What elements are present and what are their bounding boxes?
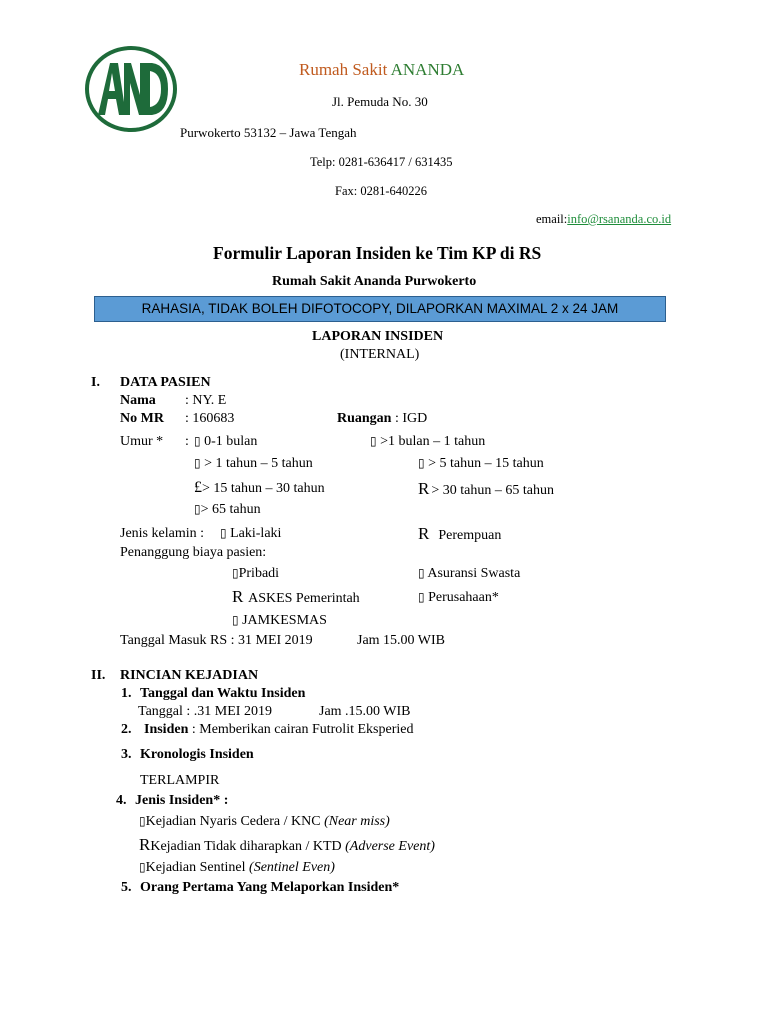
penanggung-label: Penanggung biaya pasien:: [120, 545, 267, 560]
age-option-15-30-tahun[interactable]: [194, 479, 325, 497]
payer-option-label: ASKES Pemerintah: [248, 591, 360, 606]
item2-number: 2.: [121, 722, 132, 737]
gender-option-label: Laki-laki: [230, 526, 282, 541]
item3-number: 3.: [121, 747, 132, 762]
email-link[interactable]: info@rsananda.co.id: [567, 212, 672, 226]
jam-masuk: Jam 15.00 WIB: [357, 633, 446, 648]
age-option-1bulan-1tahun[interactable]: [370, 434, 485, 450]
gender-option-laki-laki[interactable]: [220, 526, 281, 542]
ruangan-field: [337, 411, 427, 427]
jenis-kelamin-label: Jenis kelamin :: [120, 526, 204, 541]
age-option-label: >1 bulan – 1 tahun: [380, 434, 486, 449]
checked-r-icon: R: [418, 479, 430, 498]
payer-option-perusahaan[interactable]: [418, 590, 499, 606]
pound-mark-icon: £: [194, 479, 202, 496]
checked-r-icon: R: [418, 524, 430, 543]
ruangan-value: : IGD: [391, 411, 428, 426]
umur-label: Umur *: [120, 434, 164, 449]
hospital-telp: Telp: 0281-636417 / 631435: [310, 155, 453, 169]
age-option-label: > 1 tahun – 5 tahun: [200, 456, 313, 471]
age-option-0-1-bulan[interactable]: [194, 434, 257, 450]
section2-numeral: II.: [91, 668, 106, 683]
jenis-option-italic: (Adverse Event): [345, 839, 435, 854]
hospital-name: [299, 60, 464, 80]
ruangan-label: Ruangan: [337, 411, 392, 426]
hospital-city: Purwokerto 53132 – Jawa Tengah: [180, 125, 357, 140]
gender-option-perempuan[interactable]: [418, 524, 501, 544]
confidential-banner: RAHASIA, TIDAK BOLEH DIFOTOCOPY, DILAPORKAN MAXIMAL 2 x 24 JAM: [94, 296, 666, 322]
tanggal-masuk: Tanggal Masuk RS : 31 MEI 2019: [120, 633, 313, 648]
unchecked-box-icon: ▯: [232, 613, 239, 627]
jam-insiden: Jam .15.00 WIB: [319, 704, 411, 719]
report-title: LAPORAN INSIDEN: [312, 329, 444, 344]
nama-value: : NY. E: [185, 393, 227, 408]
unchecked-box-icon: ▯: [220, 526, 227, 540]
logo-emblem-icon: [84, 45, 178, 133]
payer-option-label: JAMKESMAS: [242, 613, 327, 628]
unchecked-box-icon: ▯: [194, 502, 201, 516]
nomr-value: : 160683: [185, 411, 235, 426]
unchecked-box-icon: ▯: [370, 434, 377, 448]
unchecked-box-icon: ▯: [418, 566, 425, 580]
jenis-option-ktd[interactable]: [139, 835, 435, 855]
unchecked-box-icon: ▯: [232, 566, 239, 580]
unchecked-box-icon: ▯: [418, 590, 425, 604]
hospital-address: Jl. Pemuda No. 30: [332, 94, 428, 109]
age-option-label: > 30 tahun – 65 tahun: [431, 483, 554, 498]
jenis-option-sentinel[interactable]: [139, 860, 335, 876]
item2-label: Insiden: [144, 722, 189, 737]
age-option-30-65-tahun[interactable]: [418, 479, 554, 499]
nama-label: Nama: [120, 393, 156, 408]
umur-colon: :: [185, 434, 189, 449]
item2-field: [144, 722, 413, 738]
age-option-label: > 5 tahun – 15 tahun: [424, 456, 544, 471]
age-option-label: 0-1 bulan: [204, 434, 258, 449]
jenis-option-label: Kejadian Sentinel: [145, 860, 250, 875]
checked-r-icon: R: [232, 587, 244, 606]
item1-label: Tanggal dan Waktu Insiden: [140, 686, 306, 701]
payer-option-label: Asuransi Swasta: [427, 566, 521, 581]
hospital-name-prefix: Rumah Sakit: [299, 60, 391, 79]
jenis-option-italic: (Near miss): [324, 814, 390, 829]
age-option-label: > 15 tahun – 30 tahun: [202, 481, 325, 496]
unchecked-box-icon: ▯: [139, 814, 146, 828]
payer-option-askes-pemerintah[interactable]: [232, 587, 360, 607]
item5-number: 5.: [121, 880, 132, 895]
age-option-label: > 65 tahun: [200, 502, 261, 517]
hospital-logo: [84, 45, 178, 133]
jenis-option-knc[interactable]: [139, 814, 390, 830]
payer-option-pribadi[interactable]: [232, 566, 279, 582]
jenis-option-label: Kejadian Nyaris Cedera / KNC: [145, 814, 325, 829]
form-subtitle: Rumah Sakit Ananda Purwokerto: [272, 274, 477, 289]
checked-r-icon: R: [139, 835, 151, 854]
item5-label: Orang Pertama Yang Melaporkan Insiden*: [140, 880, 400, 895]
unchecked-box-icon: ▯: [194, 434, 201, 448]
payer-option-label: Pribadi: [238, 566, 280, 581]
age-option-1-5-tahun[interactable]: [194, 456, 313, 472]
hospital-name-brand: ANANDA: [390, 60, 465, 79]
gender-option-label: Perempuan: [438, 528, 502, 543]
section1-numeral: I.: [91, 375, 100, 390]
report-subtitle: (INTERNAL): [340, 347, 420, 362]
item4-number: 4.: [116, 793, 127, 808]
form-title: Formulir Laporan Insiden ke Tim KP di RS: [213, 243, 542, 263]
age-option-65-tahun[interactable]: [194, 502, 261, 518]
payer-option-jamkesmas[interactable]: [232, 613, 327, 629]
age-option-5-15-tahun[interactable]: [418, 456, 544, 472]
section1-heading: DATA PASIEN: [120, 375, 211, 390]
item3-label: Kronologis Insiden: [140, 747, 254, 762]
unchecked-box-icon: ▯: [418, 456, 425, 470]
hospital-fax: Fax: 0281-640226: [335, 184, 428, 198]
jenis-option-label: Kejadian Tidak diharapkan / KTD: [150, 839, 346, 854]
payer-option-label: Perusahaan*: [428, 590, 499, 605]
item2-value: : Memberikan cairan Futrolit Eksperied: [188, 722, 414, 737]
tanggal-insiden: Tanggal : .31 MEI 2019: [138, 704, 272, 719]
hospital-email: [536, 212, 671, 227]
item1-number: 1.: [121, 686, 132, 701]
item4-label: Jenis Insiden* :: [135, 793, 229, 808]
jenis-option-italic: (Sentinel Even): [249, 860, 335, 875]
email-label: email:: [536, 212, 568, 226]
nomr-label: No MR: [120, 411, 164, 426]
unchecked-box-icon: ▯: [194, 456, 201, 470]
unchecked-box-icon: ▯: [139, 860, 146, 874]
section2-heading: RINCIAN KEJADIAN: [120, 668, 259, 683]
item3-value: TERLAMPIR: [140, 773, 220, 788]
payer-option-asuransi-swasta[interactable]: [418, 566, 520, 582]
